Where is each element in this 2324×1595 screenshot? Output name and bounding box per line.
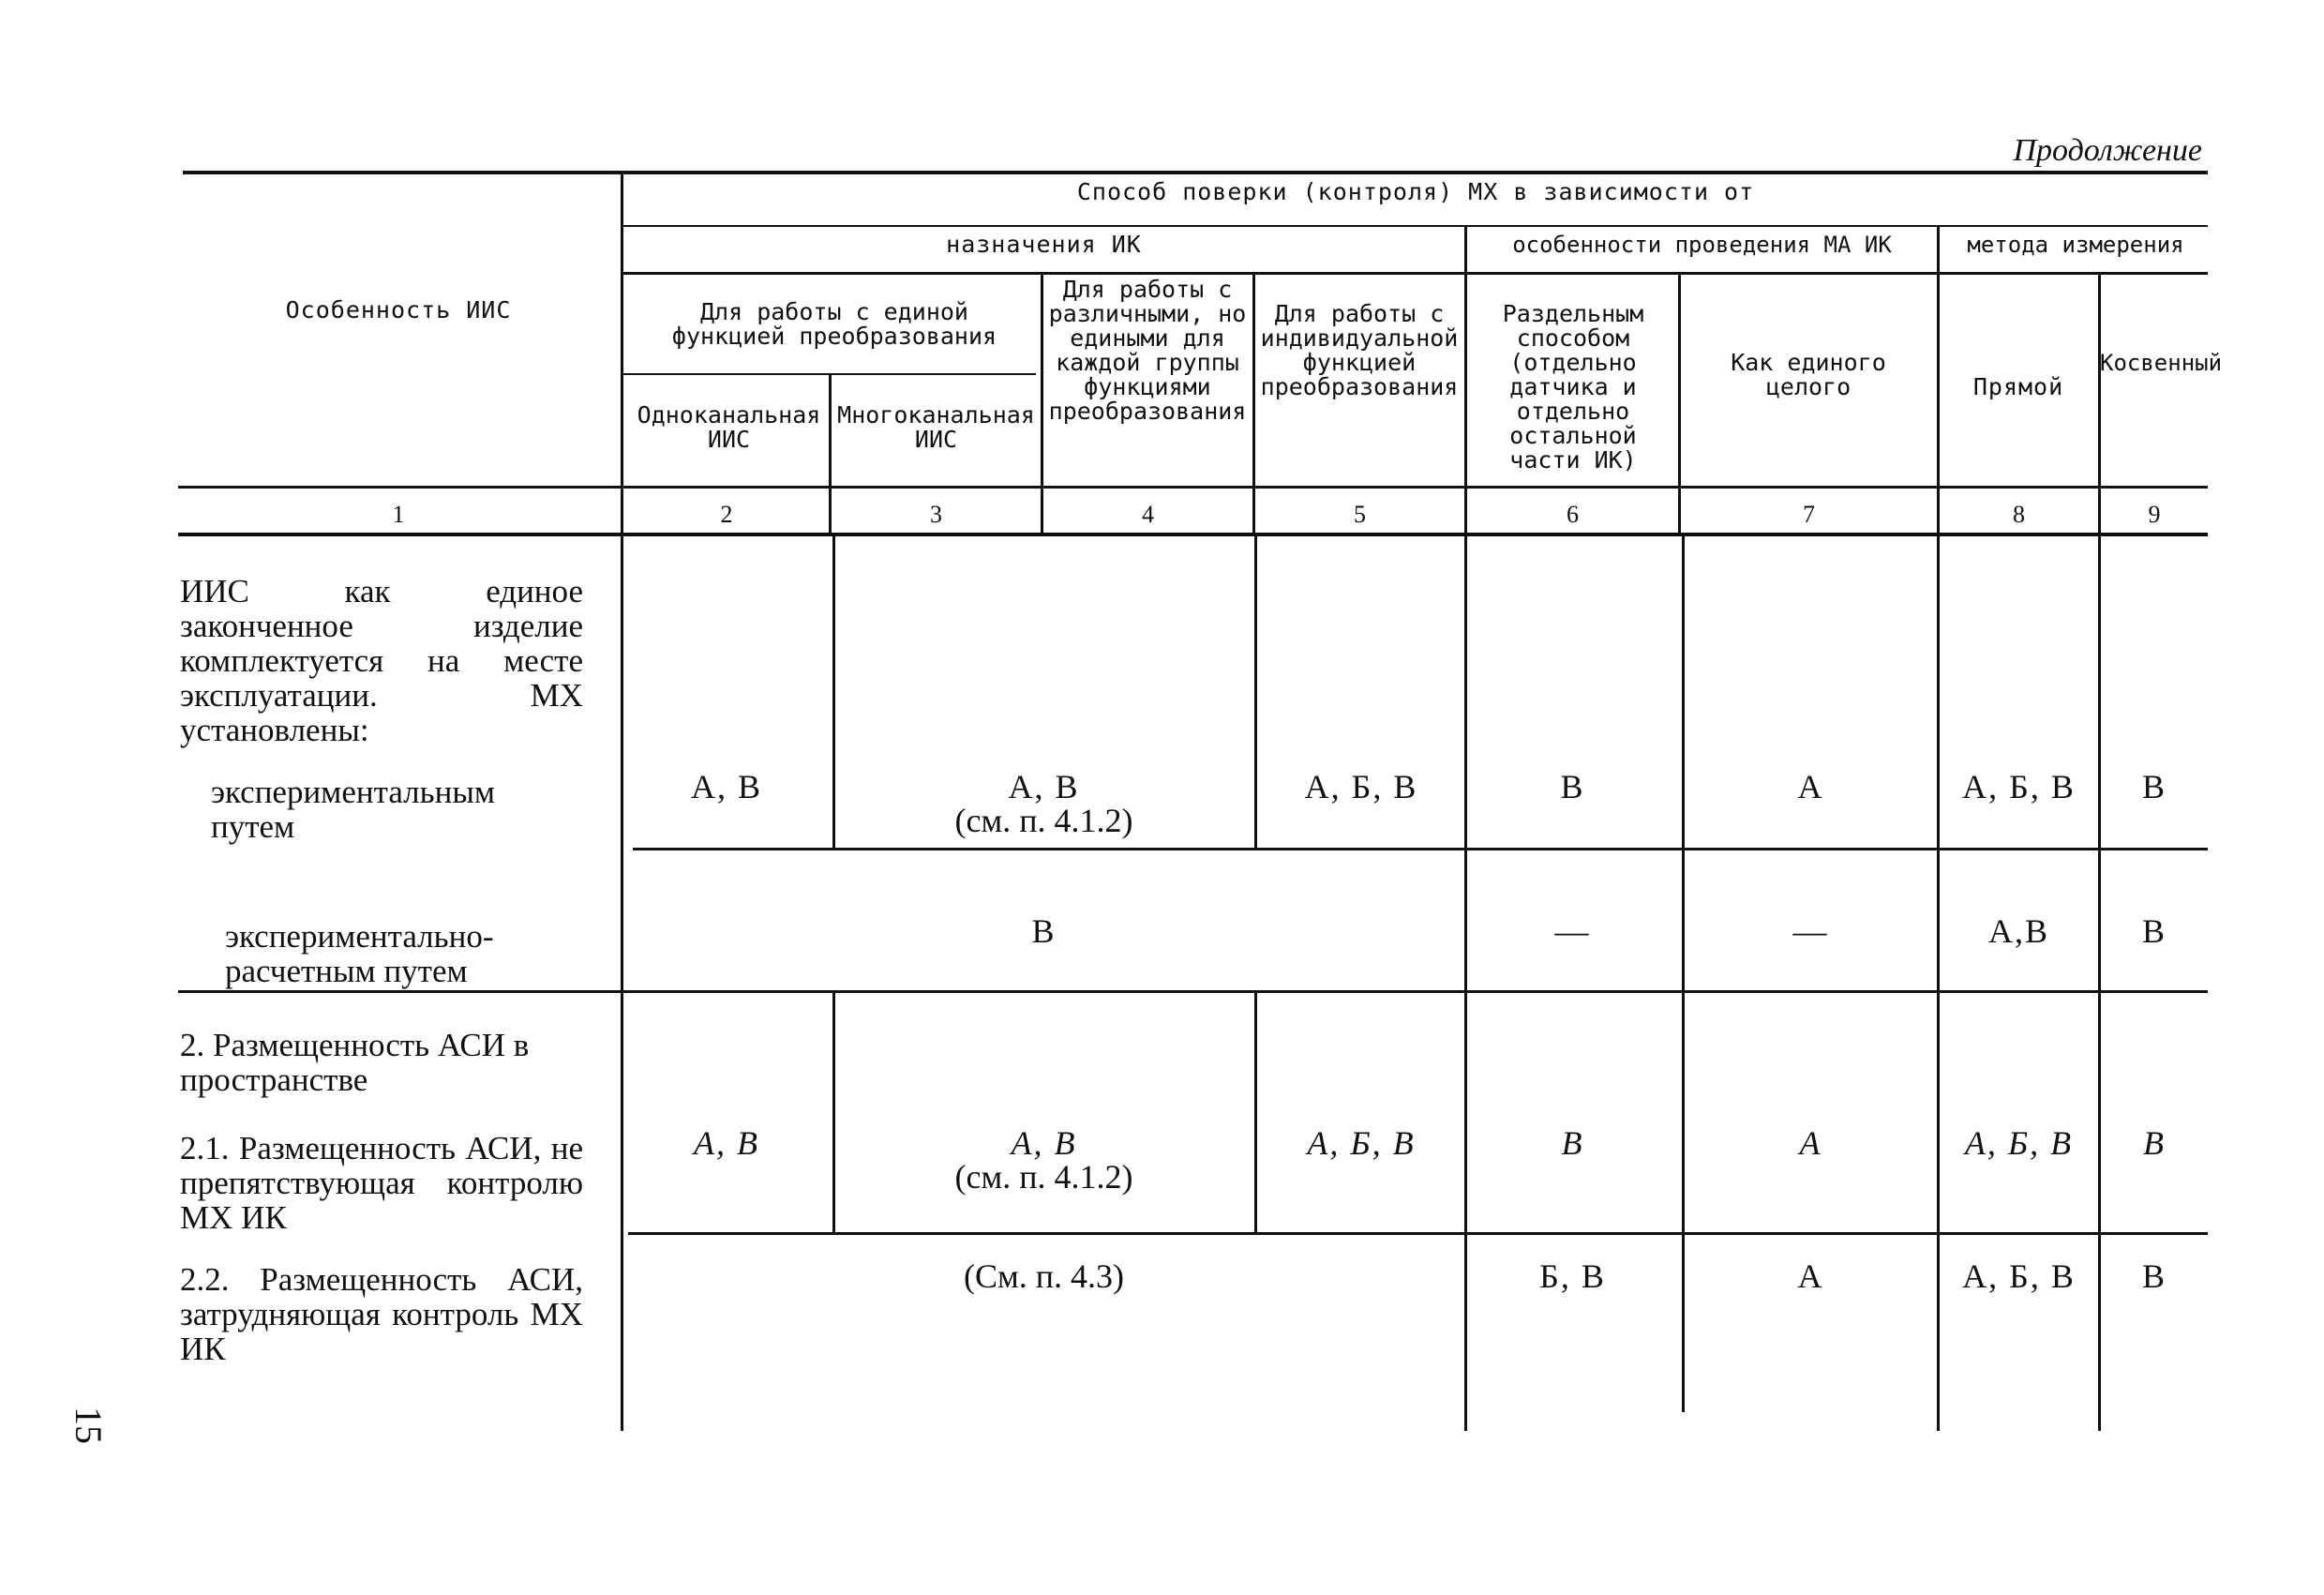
col-number: 3 bbox=[930, 501, 942, 528]
cell: В bbox=[2141, 768, 2167, 805]
cell: А, В bbox=[694, 1124, 759, 1162]
header-ma-features: особенности проведения МА ИК bbox=[1512, 232, 1892, 258]
table-top-rule bbox=[183, 171, 2208, 174]
rule bbox=[832, 992, 835, 1232]
cell: А, В bbox=[1008, 768, 1080, 805]
rule bbox=[178, 533, 2208, 536]
cell: В bbox=[1560, 768, 1585, 805]
cell: А bbox=[1797, 1257, 1824, 1295]
rule bbox=[2098, 272, 2101, 1431]
page-number: 15 bbox=[67, 1407, 110, 1444]
cell: (См. п. 4.3) bbox=[963, 1257, 1125, 1295]
cell: В bbox=[1561, 1124, 1584, 1162]
rule bbox=[1678, 272, 1681, 534]
rule bbox=[1254, 992, 1257, 1232]
rule bbox=[1252, 272, 1255, 534]
cell: В bbox=[2141, 912, 2167, 950]
header-indirect: Косвенный bbox=[2100, 350, 2223, 376]
cell: А, Б, В bbox=[1964, 1124, 2074, 1162]
header-measurement-method: метода измерения bbox=[1967, 232, 2184, 258]
col-number: 9 bbox=[2148, 501, 2161, 528]
cell: А bbox=[1797, 768, 1824, 805]
row-label: 2. Размещенность АСИ в пространстве bbox=[180, 1027, 530, 1098]
header-multi-channel: Многоканальная ИИС bbox=[837, 401, 1035, 453]
cell: А, Б, В bbox=[1307, 1124, 1416, 1162]
header-feature: Особенность ИИС bbox=[285, 296, 512, 324]
col-number: 7 bbox=[1803, 501, 1815, 528]
continuation-label: Продолжение bbox=[2013, 133, 2202, 168]
row-label: ИИС как единое законченное изделие комплектуется на месте эксплуатации. МХ установлены: bbox=[180, 573, 583, 748]
header-direct: Прямой bbox=[1972, 373, 2064, 400]
rule bbox=[633, 848, 2208, 850]
cell: А, Б, В bbox=[1962, 768, 2076, 805]
header-various-functions: Для работы с различными, но едиными для каждой группы функциями преобразования bbox=[1048, 276, 1247, 425]
cell: А, В bbox=[690, 768, 762, 805]
header-method-group: Способ поверки (контроля) МХ в зависимости от bbox=[1076, 178, 1755, 205]
rule bbox=[623, 272, 2208, 275]
rule bbox=[1464, 225, 1467, 1431]
cell: А bbox=[1799, 1124, 1822, 1162]
header-purpose: назначения ИК bbox=[946, 231, 1142, 258]
header-individual-function: Для работы с индивидуальной функцией преобразования bbox=[1260, 300, 1459, 400]
row-label: 2.1. Размещенность АСИ, не препятствующая контролю МХ ИК bbox=[180, 1130, 583, 1236]
cell: А, Б, В bbox=[1962, 1257, 2076, 1295]
cell: Б, В bbox=[1539, 1257, 1606, 1295]
cell: В bbox=[2141, 1257, 2167, 1295]
cell: А, В bbox=[1011, 1124, 1077, 1162]
cell: — bbox=[1792, 912, 1829, 950]
cell: А, Б, В bbox=[1304, 768, 1418, 805]
header-single-function: Для работы с единой функцией преобразования bbox=[671, 298, 997, 350]
cell: А,В bbox=[1987, 912, 2049, 950]
header-single-channel: Одноканальная ИИС bbox=[637, 401, 821, 453]
cell: В bbox=[2143, 1124, 2166, 1162]
cell: — bbox=[1554, 912, 1591, 950]
col-number: 2 bbox=[720, 501, 733, 528]
rule bbox=[178, 990, 2208, 993]
rule bbox=[628, 1232, 2208, 1235]
col-number: 8 bbox=[2013, 501, 2025, 528]
header-whole: Как единого целого bbox=[1731, 349, 1886, 400]
rule bbox=[623, 225, 2208, 227]
col-number: 1 bbox=[392, 501, 405, 528]
row-label: экспериментальным путем bbox=[211, 774, 495, 845]
rule bbox=[178, 486, 2208, 489]
cell: В bbox=[1031, 912, 1057, 950]
row-label: экспериментально-расчетным путем bbox=[225, 918, 494, 989]
col-number: 4 bbox=[1142, 501, 1154, 528]
row-label: 2.2. Размещенность АСИ, затрудняющая контроль МХ ИК bbox=[180, 1261, 583, 1367]
header-separate: Раздельным способом (отдельно датчика и отдельно остальной части ИК) bbox=[1502, 300, 1644, 474]
col-number: 6 bbox=[1567, 501, 1579, 528]
col-number: 5 bbox=[1354, 501, 1366, 528]
rule bbox=[1937, 225, 1940, 1431]
cell-note: (см. п. 4.1.2) bbox=[954, 802, 1133, 839]
rule bbox=[1041, 272, 1043, 534]
cell-note: (см. п. 4.1.2) bbox=[954, 1158, 1133, 1196]
